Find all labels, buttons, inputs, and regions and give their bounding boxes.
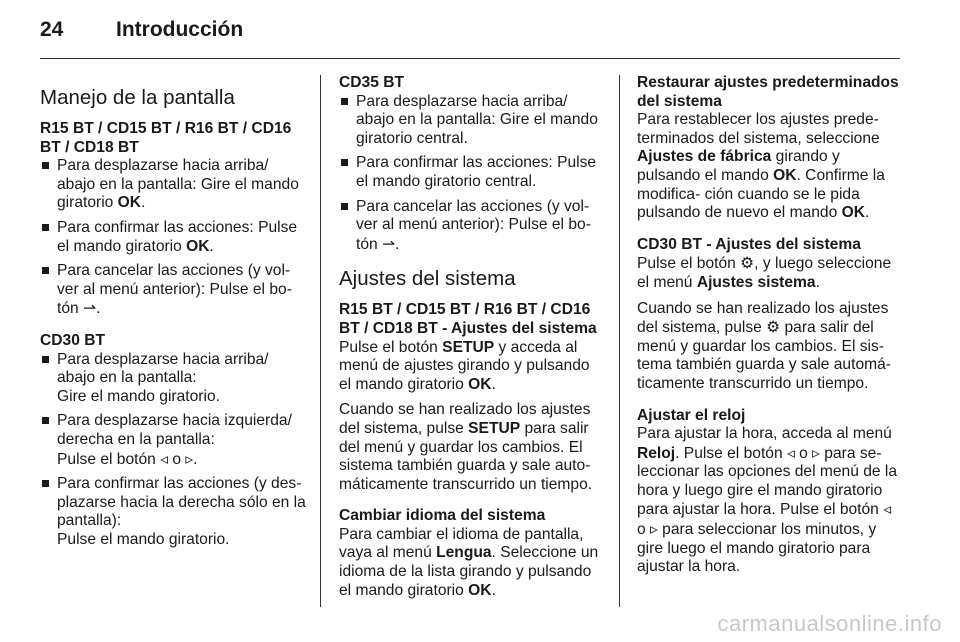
settings-icon: ⚙: [740, 254, 755, 273]
column-divider-2: [619, 75, 620, 607]
back-icon: ⇀: [83, 299, 97, 318]
list-item: Para cancelar las acciones (y vol- ver al menú anterior): Pulse el bo- tón ⇀.: [339, 198, 605, 255]
term-ok: OK: [468, 581, 492, 599]
paragraph: Cuando se han realizado los ajustes del sistema, pulse SETUP para salir del menú y guardar los cambios. El sistema también guarda y sale auto- máticamente transcurrido un tiempo.: [339, 401, 593, 493]
watermark: carmanualsonline.info: [717, 611, 942, 636]
term-ok: OK: [773, 166, 797, 184]
list-cd30: [40, 351, 306, 550]
list-item: Para confirmar las acciones: Pulse el mando giratorio OK.: [40, 219, 306, 256]
heading-cd30: CD30 BT: [40, 331, 105, 349]
left-arrow-icon: ◃: [160, 449, 168, 468]
list-item: Para desplazarse hacia arriba/ abajo en la pantalla: Gire el mando giratorio OK.: [40, 157, 306, 213]
page-title: Introducción: [116, 18, 244, 41]
column-3: [637, 74, 903, 577]
term-ok: OK: [186, 237, 210, 255]
heading-restore: Restaurar ajustes predeterminados del sistema: [637, 74, 899, 110]
settings-icon: ⚙: [766, 318, 781, 337]
heading-cd30-ajustes: CD30 BT - Ajustes del sistema: [637, 235, 861, 253]
list-r15: [40, 157, 306, 319]
heading-r15: R15 BT / CD15 BT / R16 BT / CD16 BT / CD18 BT: [40, 120, 292, 156]
column-divider-1: [320, 75, 321, 607]
right-arrow-icon: ▹: [650, 520, 658, 539]
page-header: [40, 18, 243, 42]
list-item: Para desplazarse hacia izquierda/ derecha en la pantalla: Pulse el botón ◃ o ▹.: [40, 412, 306, 469]
list-item: Para confirmar las acciones: Pulse el mando giratorio central.: [339, 154, 605, 191]
paragraph: Para restablecer los ajustes prede- terminados del sistema, seleccione Ajustes de fábrica girando y pulsando el mando OK. Confirme la modifica- ción cuando se le pida pulsando de nuevo el mando OK.: [637, 111, 885, 222]
left-arrow-icon: ◃: [883, 500, 892, 519]
back-icon: ⇀: [382, 234, 396, 253]
paragraph: Pulse el botón ⚙, y luego seleccione el menú Ajustes sistema.: [637, 254, 892, 291]
paragraph: Cuando se han realizado los ajustes del sistema, pulse ⚙ para salir del menú y guardar los cambios. El sis- tema también guarda y sale automá- ticamente transcurrido un tiempo.: [637, 299, 891, 392]
column-2: [339, 74, 605, 600]
column-1: [40, 74, 306, 555]
term-ajustes-fabrica: Ajustes de fábrica: [637, 148, 772, 166]
heading-clock: Ajustar el reloj: [637, 406, 746, 424]
header-rule: [40, 58, 900, 59]
right-arrow-icon: ▹: [812, 443, 820, 462]
paragraph: Para cambiar el idioma de pantalla, vaya al menú Lengua. Seleccione un idioma de la lista girando y pulsando el mando giratorio OK.: [339, 525, 599, 599]
term-ok: OK: [841, 204, 865, 222]
paragraph: Para ajustar la hora, acceda al menú Reloj. Pulse el botón ◃ o ▹ para se- leccionar las opciones del menú de la hora y luego gire el mando giratorio para ajustar la hora. Pulse el botón ◃ o ▹ para seleccionar los minutos, y gire luego el mando giratorio para ajustar la hora.: [637, 425, 898, 576]
right-arrow-icon: ▹: [185, 449, 194, 468]
term-ok: OK: [468, 375, 492, 393]
heading-lang: Cambiar idioma del sistema: [339, 507, 546, 525]
term-setup: SETUP: [468, 419, 521, 437]
list-cd35: [339, 93, 605, 255]
list-item: Para desplazarse hacia arriba/ abajo en la pantalla: Gire el mando giratorio central.: [339, 93, 605, 149]
left-arrow-icon: ◃: [786, 443, 795, 462]
section-title-manejo: Manejo de la pantalla: [40, 86, 235, 109]
term-ok: OK: [117, 194, 142, 212]
term-ajustes-sistema: Ajustes sistema: [696, 273, 816, 291]
list-item: Para cancelar las acciones (y vol- ver al menú anterior): Pulse el bo- tón ⇀.: [40, 262, 306, 319]
term-lengua: Lengua: [436, 544, 492, 562]
heading-cd35: CD35 BT: [339, 74, 404, 91]
term-reloj: Reloj: [637, 444, 676, 462]
list-item: Para desplazarse hacia arriba/ abajo en la pantalla: Gire el mando giratorio.: [40, 351, 306, 407]
paragraph: Pulse el botón SETUP y acceda al menú de ajustes girando y pulsando el mando giratorio OK.: [339, 338, 590, 393]
section-title-ajustes: Ajustes del sistema: [339, 267, 516, 291]
page-number: 24: [40, 18, 64, 41]
heading-sys: R15 BT / CD15 BT / R16 BT / CD16 BT / CD18 BT - Ajustes del sistema: [339, 301, 597, 337]
term-setup: SETUP: [442, 338, 495, 356]
list-item: Para confirmar las acciones (y des- plazarse hacia la derecha sólo en la pantalla): Pulse el mando giratorio.: [40, 475, 306, 549]
